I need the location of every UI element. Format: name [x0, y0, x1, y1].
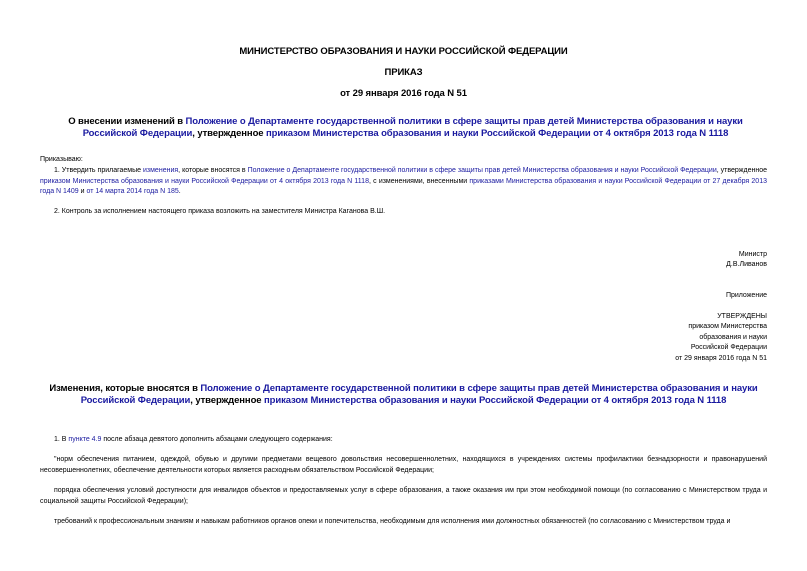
clause-4-9-link[interactable]: пункте 4.9	[68, 436, 102, 443]
p1-text-d: , с изменениями, внесенными	[368, 177, 470, 185]
approved-line-2: образования и науки	[699, 334, 767, 341]
date-number-heading: от 29 января 2016 года N 51	[340, 88, 467, 99]
p1-text-c: , утвержденное	[716, 167, 767, 174]
order-1409-link[interactable]: приказами Министерства образования и науки Российской Федерации от 27 декабря 2013 года N 1409	[40, 177, 767, 195]
order-185-link[interactable]: от 14 марта 2014 года N 185	[86, 188, 179, 195]
c1-text-a: 1. В	[54, 436, 69, 443]
title-regulation-link[interactable]: Положение о Департаменте государственной политики в сфере защиты прав детей Министерства образования и науки Российской Федерации	[82, 116, 743, 139]
change-1-intro	[54, 435, 333, 446]
signature-position: Министр	[738, 251, 767, 258]
quote-paragraph-1: "норм обеспечения питанием, одеждой, обувью и другими предметами вещевого довольствия несовершеннолетних, находящихся в учреждениях системы профилактики безнадзорности и правонарушений несовершеннолетних, обеспечение деятельности которых является расходным обязательством Российской Федерации;	[40, 456, 767, 474]
quote-paragraph-3: требований к профессиональным знаниям и навыкам работников органов опеки и попечительства, необходимым для исполнения ими должностных обязанностей (по согласованию с Министерством труда и	[54, 518, 731, 525]
approved-line-1: приказом Министерства	[688, 323, 767, 330]
paragraph-2: 2. Контроль за исполнением настоящего приказа возложить на заместителя Министра Каганова В.Ш.	[54, 208, 386, 215]
quote-paragraph-2: порядка обеспечения условий доступности для инвалидов объектов и предоставляемых услуг в сфере образования, а также оказания им при этом необходимой помощи (по согласованию с Министерством труда и социальной защиты Российской Федерации);	[40, 487, 767, 505]
p1-text-b: , которые вносятся в	[178, 167, 248, 174]
changes-title-order-link[interactable]: приказом Министерства образования и науки Российской Федерации от 4 октября 2013 года N 1118	[264, 395, 727, 406]
p1-text-f: .	[178, 188, 181, 195]
approved-line-4: от 29 января 2016 года N 51	[675, 355, 767, 362]
title-prefix: О внесении изменений в	[68, 116, 186, 127]
p1-text-e: и	[78, 188, 87, 195]
approved-line-3: Российской Федерации	[690, 344, 767, 351]
p1-text-a: 1. Утвердить прилагаемые	[54, 167, 143, 174]
order-title	[44, 116, 767, 140]
order-1118-link[interactable]: приказом Министерства образования и науки Российской Федерации от 4 октября 2013 года N 1118	[40, 177, 369, 185]
changes-title-prefix: Изменения, которые вносятся в	[49, 383, 201, 394]
regulation-link[interactable]: Положение о Департаменте государственной политики в сфере защиты прав детей Министерства образования и науки Российской Федерации	[247, 167, 717, 174]
c1-text-b: после абзаца девятого дополнить абзацами следующего содержания:	[101, 436, 333, 443]
doc-type-heading: ПРИКАЗ	[384, 67, 423, 78]
order-word: Приказываю:	[40, 156, 83, 163]
changes-title-middle: , утвержденное	[190, 395, 264, 406]
changes-link[interactable]: изменения	[143, 167, 179, 174]
changes-title-regulation-link[interactable]: Положение о Департаменте государственной политики в сфере защиты прав детей Министерства образования и науки Российской Федерации	[80, 383, 758, 406]
ministry-heading: МИНИСТЕРСТВО ОБРАЗОВАНИЯ И НАУКИ РОССИЙСКОЙ ФЕДЕРАЦИИ	[239, 46, 568, 57]
title-order-link[interactable]: приказом Министерства образования и науки Российской Федерации от 4 октября 2013 года N 1118	[266, 128, 729, 139]
appendix-label: Приложение	[725, 292, 767, 299]
title-middle: , утвержденное	[192, 128, 266, 139]
approved-label: УТВЕРЖДЕНЫ	[717, 313, 767, 320]
signature-name: Д.В.Ливанов	[726, 261, 767, 268]
changes-title	[40, 383, 767, 407]
paragraph-1	[40, 166, 767, 198]
